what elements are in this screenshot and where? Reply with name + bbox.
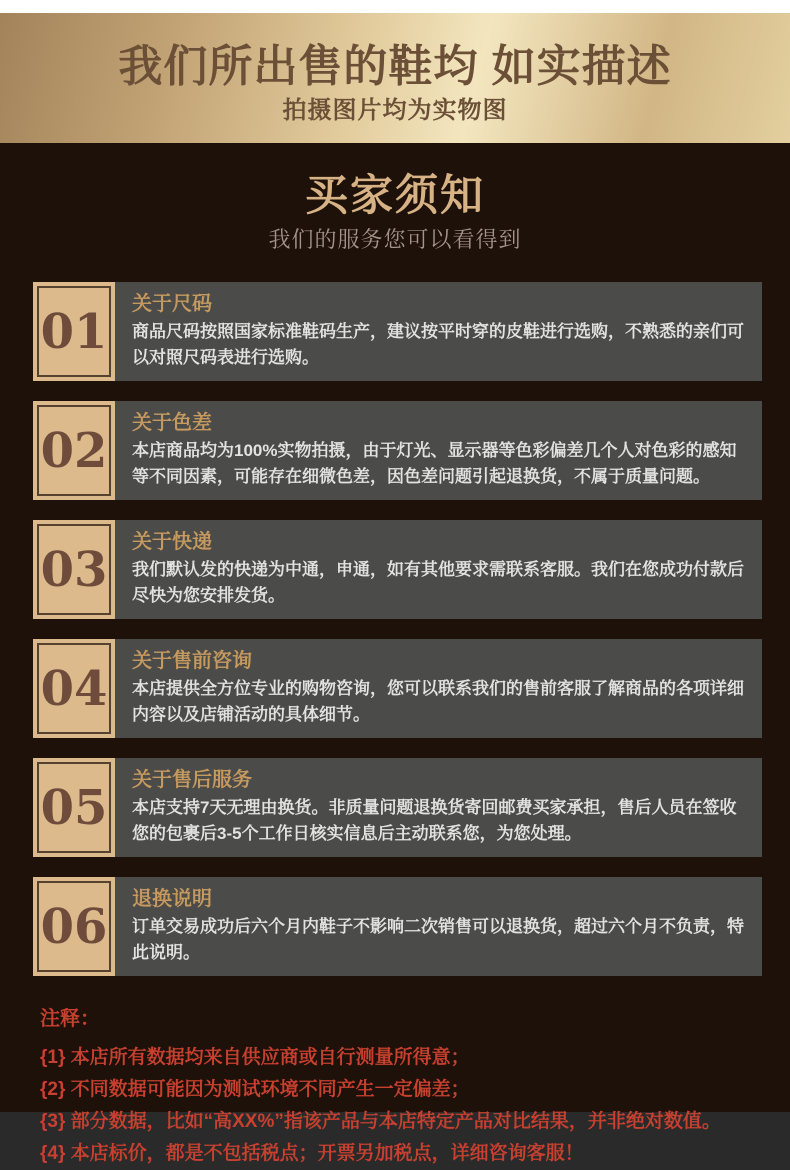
footnote-line: {2} 不同数据可能因为测试环境不同产生一定偏差；	[40, 1079, 470, 1100]
footnotes-list	[40, 1042, 760, 1170]
notice-row-content	[115, 877, 762, 976]
notice-row-body: 订单交易成功后六个月内鞋子不影响二次销售可以退换货，超过六个月不负责，特此说明。	[132, 917, 744, 962]
notice-row-body: 本店支持7天无理由换货。非质量问题退换货寄回邮费买家承担，售后人员在签收您的包裹后3-5个工作日核实信息后主动联系您，为您处理。	[132, 798, 737, 843]
notice-number-badge: 02	[33, 401, 115, 500]
notice-row	[33, 282, 762, 381]
notice-row-content	[115, 401, 762, 500]
notice-number-badge: 03	[33, 520, 115, 619]
footnote-line: {4} 本店标价，都是不包括税点；开票另加税点，详细咨询客服！	[40, 1143, 584, 1164]
top-white-strip	[0, 0, 790, 13]
notice-row-title: 关于售后服务	[132, 769, 252, 791]
footnote-line: {1} 本店所有数据均来自供应商或自行测量所得意；	[40, 1047, 470, 1068]
notice-row	[33, 639, 762, 738]
notice-number-badge: 05	[33, 758, 115, 857]
notice-row	[33, 520, 762, 619]
notice-row-content	[115, 520, 762, 619]
notice-subtitle: 我们的服务您可以看得到	[268, 227, 522, 252]
footnote-line: {3} 部分数据，比如“高XX%”指该产品与本店特定产品对比结果，并非绝对数值。	[40, 1111, 721, 1132]
notice-row-title: 关于快递	[132, 531, 212, 553]
notice-number-badge: 04	[33, 639, 115, 738]
banner-title: 我们所出售的鞋均 如实描述	[118, 42, 672, 91]
notice-list	[33, 282, 762, 976]
notice-row-content	[115, 639, 762, 738]
notice-title: 买家须知	[305, 172, 485, 220]
notice-number-badge: 01	[33, 282, 115, 381]
banner-subtitle: 拍摄图片均为实物图	[282, 97, 508, 124]
notice-row-body: 商品尺码按照国家标准鞋码生产，建议按平时穿的皮鞋进行选购，不熟悉的亲们可以对照尺码表进行选购。	[132, 322, 744, 367]
gold-banner	[0, 13, 790, 143]
notice-row-title: 退换说明	[132, 888, 212, 910]
notice-row-body: 本店商品均为100%实物拍摄，由于灯光、显示器等色彩偏差几个人对色彩的感知等不同因素，可能存在细微色差，因色差问题引起退换货，不属于质量问题。	[132, 441, 737, 486]
notice-row-body: 我们默认发的快递为中通，申通，如有其他要求需联系客服。我们在您成功付款后尽快为您安排发货。	[132, 560, 744, 605]
notice-row-title: 关于售前咨询	[132, 650, 252, 672]
footnotes-section	[40, 1008, 760, 1170]
footnotes-label: 注释：	[40, 1008, 100, 1030]
notice-row	[33, 877, 762, 976]
notice-row-content	[115, 282, 762, 381]
notice-row-title: 关于尺码	[132, 293, 212, 315]
notice-row	[33, 758, 762, 857]
notice-row-body: 本店提供全方位专业的购物咨询，您可以联系我们的售前客服了解商品的各项详细内容以及店铺活动的具体细节。	[132, 679, 744, 724]
notice-row-title: 关于色差	[132, 412, 212, 434]
buyer-notice-section	[0, 143, 790, 1170]
notice-row	[33, 401, 762, 500]
notice-number-badge: 06	[33, 877, 115, 976]
notice-row-content	[115, 758, 762, 857]
